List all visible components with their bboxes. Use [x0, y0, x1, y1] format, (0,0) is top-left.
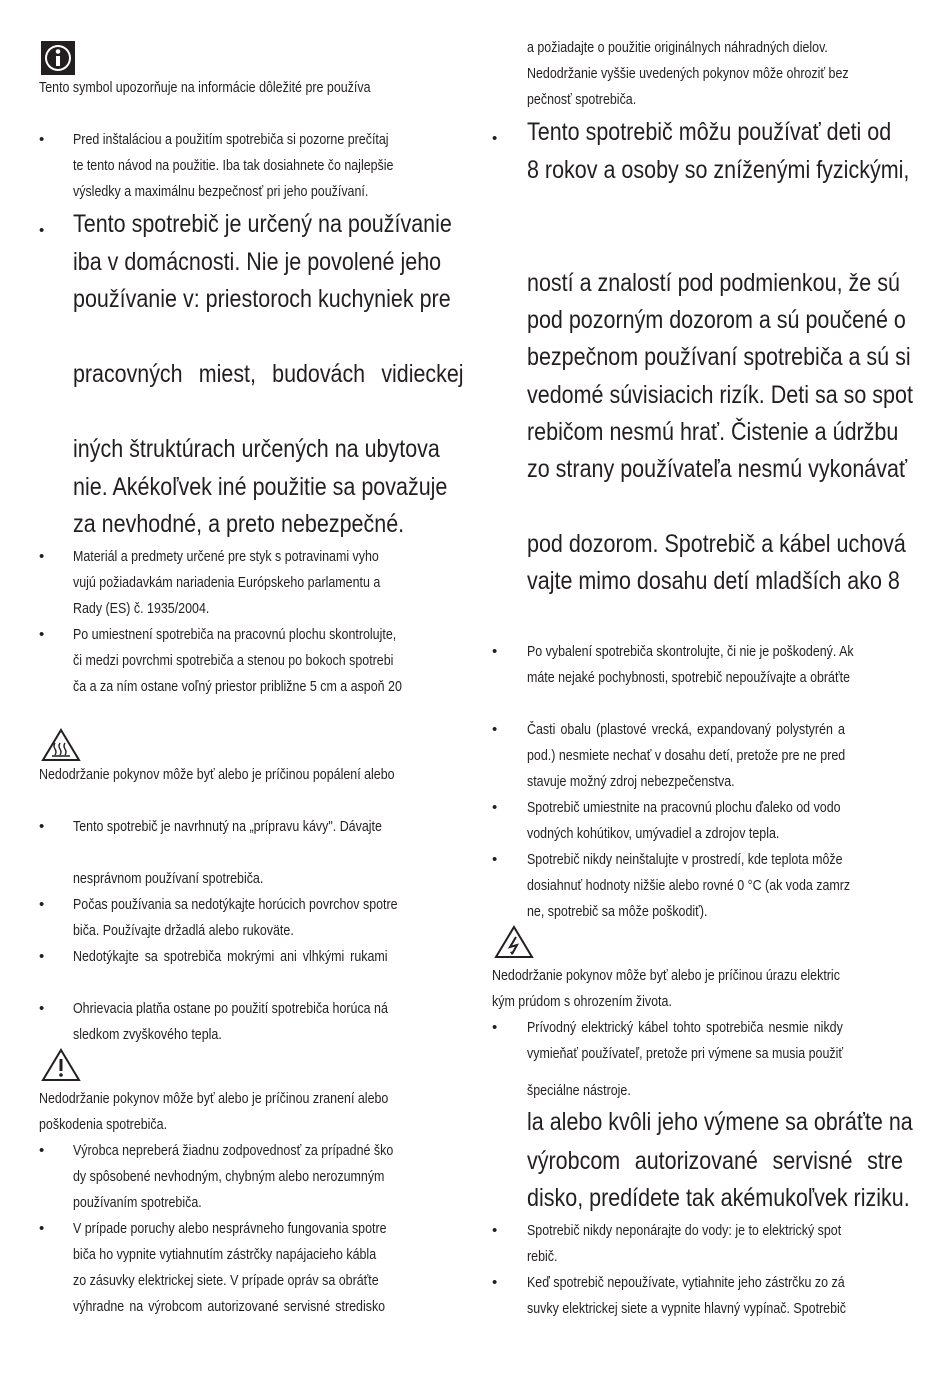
- paragraph-line-large: pod dozorom. Spotrebič a kábel uchová: [527, 530, 906, 558]
- paragraph-line-large: používanie v: priestoroch kuchyniek pre: [73, 285, 451, 313]
- injury-note-line: Nedodržanie pokynov môže byť alebo je príčinou zranení alebo: [39, 1090, 389, 1107]
- paragraph-line: rebič.: [527, 1248, 558, 1265]
- bullet-marker: •: [39, 548, 45, 565]
- paragraph-line: Nedodržanie vyššie uvedených pokynov môže ohroziť bez: [527, 65, 849, 82]
- paragraph-line-large: la alebo kvôli jeho výmene sa obráťte na: [527, 1108, 913, 1136]
- paragraph-line: výsledky a maximálnu bezpečnosť pri jeho používaní.: [73, 183, 369, 200]
- paragraph-line-large: disko, predídete tak akémukoľvek riziku.: [527, 1184, 910, 1212]
- paragraph-line: Počas používania sa nedotýkajte horúcich povrchov spotre: [73, 896, 398, 913]
- bullet-marker: •: [492, 851, 498, 868]
- paragraph-line: V prípade poruchy alebo nesprávneho fungovania spotre: [73, 1220, 387, 1237]
- bullet-marker: •: [39, 1142, 45, 1159]
- paragraph-line: Pred inštaláciou a použitím spotrebiča si pozorne prečítaj: [73, 131, 389, 148]
- paragraph-line-large: výrobcom autorizované servisné stre: [527, 1147, 903, 1175]
- paragraph-line: Po vybalení spotrebiča skontrolujte, či nie je poškodený. Ak: [527, 643, 854, 660]
- paragraph-line-large: vajte mimo dosahu detí mladších ako 8: [527, 567, 900, 595]
- injury-note-line: poškodenia spotrebiča.: [39, 1116, 168, 1133]
- paragraph-line: Výrobca nepreberá žiadnu zodpovednosť za prípadné ško: [73, 1142, 394, 1159]
- paragraph-line-large: rebičom nesmú hrať. Čistenie a údržbu: [527, 418, 899, 446]
- bullet-marker: •: [492, 799, 498, 816]
- paragraph-line: dosiahnuť hodnoty nižšie alebo rovné 0 °C (ak voda zamrz: [527, 877, 851, 894]
- paragraph-line-large: pracovných miest, budovách vidieckej: [73, 360, 464, 388]
- hot-surface-icon: [41, 728, 81, 767]
- paragraph-line: výhradne na výrobcom autorizované servisné stredisko: [73, 1298, 386, 1315]
- warning-icon: [41, 1048, 81, 1087]
- bullet-marker: •: [39, 818, 45, 835]
- paragraph-line: ča a za ním ostane voľný priestor približne 5 cm a aspoň 20: [73, 678, 402, 695]
- paragraph-line: Rady (ES) č. 1935/2004.: [73, 600, 210, 617]
- paragraph-line: suvky elektrickej siete a vypnite hlavný vypínač. Spotrebič: [527, 1300, 847, 1317]
- electric-shock-icon: [494, 925, 534, 964]
- paragraph-line-large: pod pozorným dozorom a sú poučené o: [527, 306, 906, 334]
- paragraph-line-large: nie. Akékoľvek iné použitie sa považuje: [73, 473, 448, 501]
- bullet-marker: •: [39, 626, 45, 643]
- paragraph-line: Ohrievacia platňa ostane po použití spotrebiča horúca ná: [73, 1000, 388, 1017]
- paragraph-line-large: ností a znalostí pod podmienkou, že sú: [527, 269, 900, 297]
- paragraph-line-large: iných štruktúrach určených na ubytova: [73, 435, 440, 463]
- bullet-marker: •: [492, 1019, 498, 1036]
- burn-note: Nedodržanie pokynov môže byť alebo je príčinou popálení alebo: [39, 766, 395, 783]
- paragraph-line-large: iba v domácnosti. Nie je povolené jeho: [73, 248, 442, 276]
- bullet-marker: •: [39, 1220, 45, 1237]
- paragraph-line: ne, spotrebič sa môže poškodiť).: [527, 903, 708, 920]
- paragraph-line-large: bezpečnom používaní spotrebiča a sú si: [527, 343, 911, 371]
- paragraph-line-large: zo strany používateľa nesmú vykonávať: [527, 455, 908, 483]
- paragraph-line-large: vedomé súvisiacich rizík. Deti sa so spot: [527, 381, 913, 409]
- paragraph-line: biča. Používajte držadlá alebo rukoväte.: [73, 922, 294, 939]
- paragraph-line: či medzi povrchmi spotrebiča a stenou po bokoch spotrebi: [73, 652, 394, 669]
- paragraph-line-large: Tento spotrebič môžu používať deti od: [527, 118, 892, 146]
- paragraph-line: dy spôsobené nevhodným, chybným alebo nerozumným: [73, 1168, 385, 1185]
- paragraph-line: vodných kohútikov, umývadiel a zdrojov tepla.: [527, 825, 780, 842]
- bullet-marker: •: [39, 948, 45, 965]
- paragraph-line: Spotrebič nikdy neinštalujte v prostredí, kde teplota môže: [527, 851, 843, 868]
- paragraph-line: nesprávnom používaní spotrebiča.: [73, 870, 264, 887]
- paragraph-line: špeciálne nástroje.: [527, 1082, 631, 1099]
- paragraph-line: Časti obalu (plastové vrecká, expandovaný polystyrén a: [527, 721, 845, 738]
- bullet-marker: •: [39, 222, 45, 239]
- paragraph-line: stavuje možný zdroj nebezpečenstva.: [527, 773, 735, 790]
- paragraph-line: vymieňať používateľ, pretože pri výmene sa musia použiť: [527, 1045, 844, 1062]
- paragraph-line: pečnosť spotrebiča.: [527, 91, 637, 108]
- paragraph-line: vujú požiadavkám nariadenia Európskeho parlamentu a: [73, 574, 381, 591]
- paragraph-line: Prívodný elektrický kábel tohto spotrebiča nesmie nikdy: [527, 1019, 843, 1036]
- paragraph-line: máte nejaké pochybnosti, spotrebič nepoužívajte a obráťte: [527, 669, 851, 686]
- paragraph-line: Nedotýkajte sa spotrebiča mokrými ani vlhkými rukami: [73, 948, 388, 965]
- info-note: Tento symbol upozorňuje na informácie dôležité pre používa: [39, 79, 371, 96]
- paragraph-line-large: za nevhodné, a preto nebezpečné.: [73, 510, 405, 538]
- shock-note-line: kým prúdom s ohrozením života.: [492, 993, 672, 1010]
- paragraph-line: Keď spotrebič nepoužívate, vytiahnite jeho zástrčku zo zá: [527, 1274, 845, 1291]
- bullet-marker: •: [39, 131, 45, 148]
- paragraph-line: Po umiestnení spotrebiča na pracovnú plochu skontrolujte,: [73, 626, 397, 643]
- bullet-marker: •: [492, 130, 498, 147]
- bullet-marker: •: [39, 1000, 45, 1017]
- paragraph-line: zo zásuvky elektrickej siete. V prípade opráv sa obráťte: [73, 1272, 379, 1289]
- paragraph-line: biča ho vypnite vytiahnutím zástrčky napájacieho kábla: [73, 1246, 377, 1263]
- bullet-marker: •: [492, 1222, 498, 1239]
- bullet-marker: •: [39, 896, 45, 913]
- paragraph-line: Spotrebič umiestnite na pracovnú plochu ďaleko od vodo: [527, 799, 841, 816]
- paragraph-line: Materiál a predmety určené pre styk s potravinami vyho: [73, 548, 379, 565]
- paragraph-line-large: Tento spotrebič je určený na používanie: [73, 210, 452, 238]
- paragraph-line: a požiadajte o použitie originálnych náhradných dielov.: [527, 39, 828, 56]
- paragraph-line: používaním spotrebiča.: [73, 1194, 202, 1211]
- shock-note-line: Nedodržanie pokynov môže byť alebo je príčinou úrazu elektric: [492, 967, 840, 984]
- bullet-marker: •: [492, 1274, 498, 1291]
- bullet-marker: •: [492, 643, 498, 660]
- paragraph-line-large: 8 rokov a osoby so zníženými fyzickými,: [527, 156, 910, 184]
- paragraph-line: te tento návod na použitie. Iba tak dosiahnete čo najlepšie: [73, 157, 394, 174]
- paragraph-line: Spotrebič nikdy neponárajte do vody: je to elektrický spot: [527, 1222, 842, 1239]
- paragraph-line: sledkom zvyškového tepla.: [73, 1026, 222, 1043]
- paragraph-line: pod.) nesmiete nechať v dosahu detí, pretože pre ne pred: [527, 747, 846, 764]
- info-icon: [41, 41, 75, 80]
- bullet-marker: •: [492, 721, 498, 738]
- paragraph-line: Tento spotrebič je navrhnutý na „prípravu kávy". Dávajte: [73, 818, 382, 835]
